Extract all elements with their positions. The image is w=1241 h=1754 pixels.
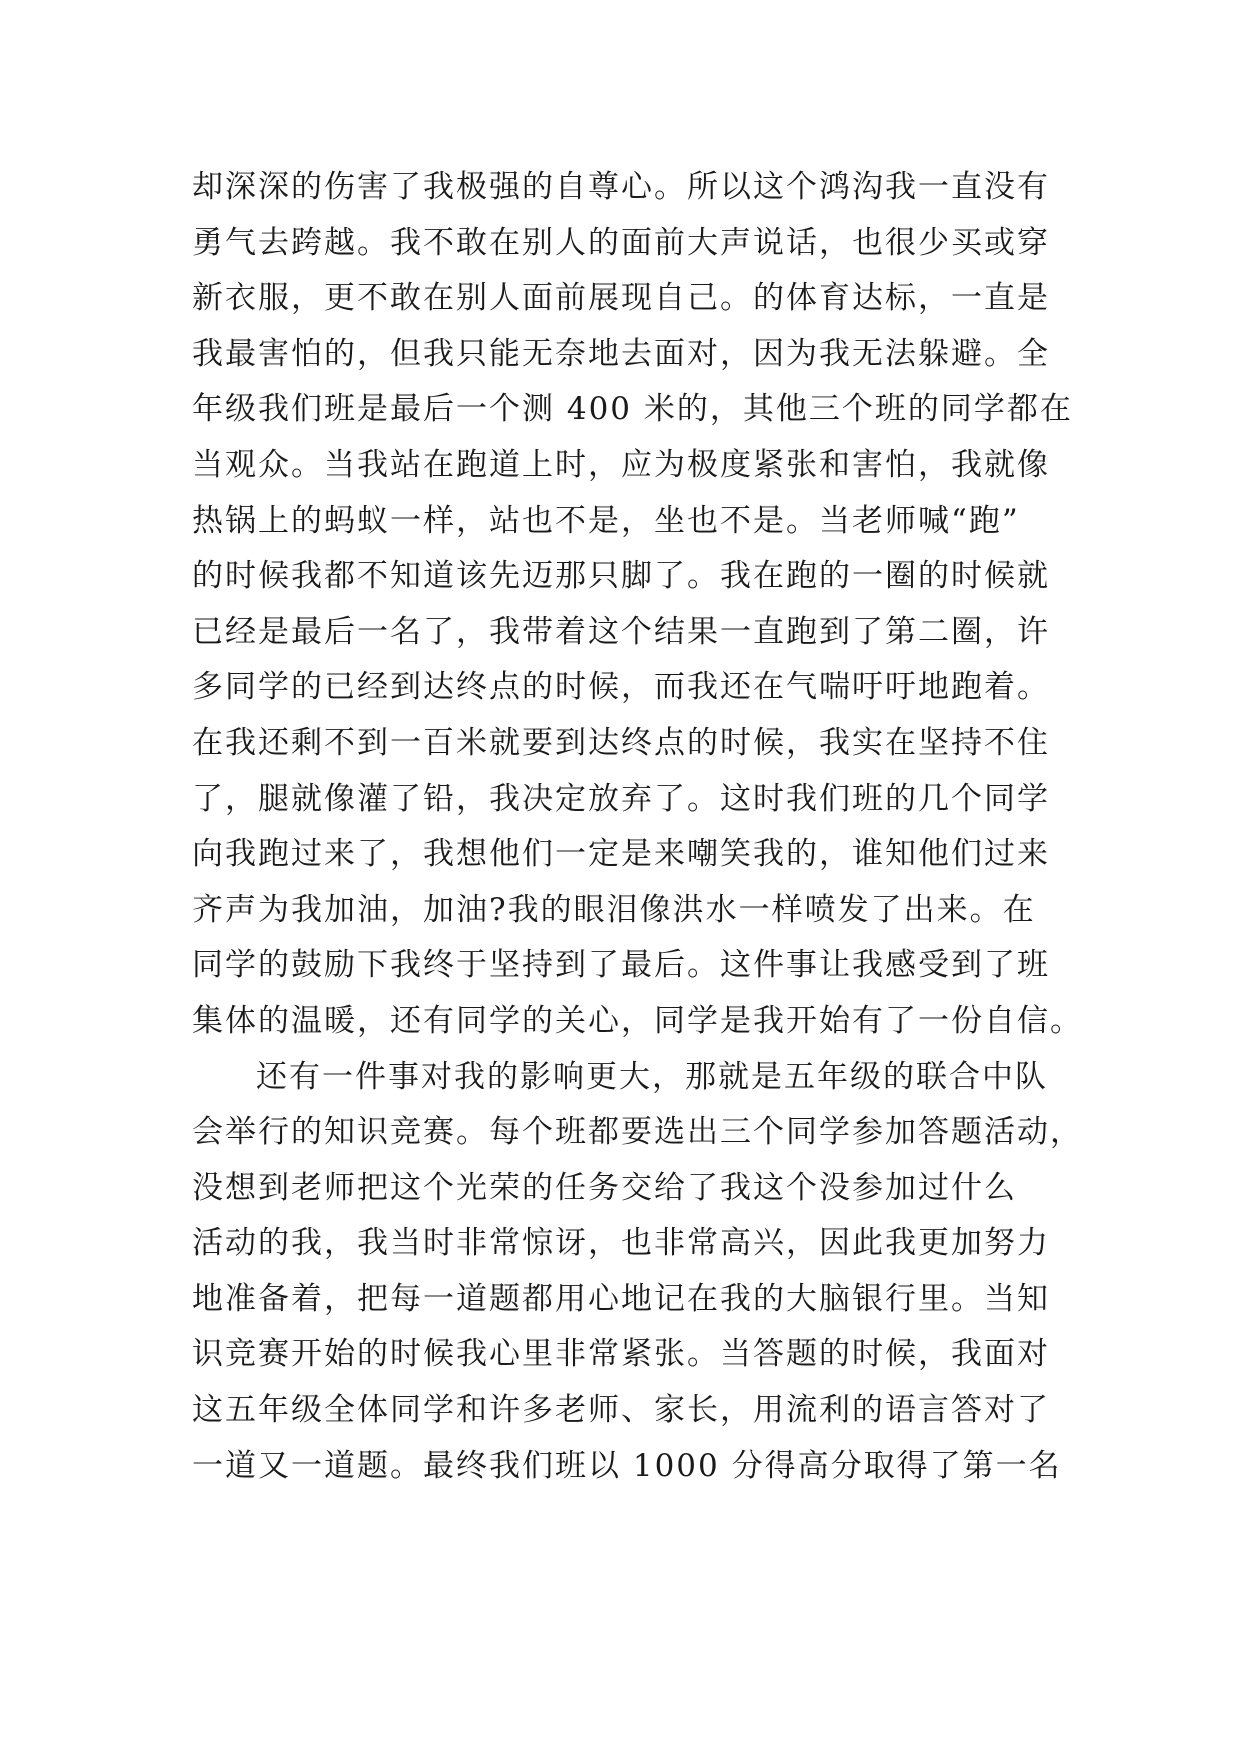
- text-line: 已经是最后一名了，我带着这个结果一直跑到了第二圈，许: [192, 613, 1050, 650]
- text-line: 识竞赛开始的时候我心里非常紧张。当答题的时候，我面对: [192, 1336, 1050, 1373]
- text-line: 会举行的知识竞赛。每个班都要选出三个同学参加答题活动，: [192, 1114, 1083, 1151]
- text-line: 活动的我，我当时非常惊讶，也非常高兴，因此我更加努力: [192, 1225, 1050, 1262]
- paragraph-start-line: 还有一件事对我的影响更大，那就是五年级的联合中队: [256, 1058, 1048, 1095]
- text-line: 的时候我都不知道该先迈那只脚了。我在跑的一圈的时候就: [192, 558, 1050, 595]
- text-line: 新衣服，更不敢在别人面前展现自己。的体育达标，一直是: [192, 280, 1050, 317]
- text-line: 了，腿就像灌了铅，我决定放弃了。这时我们班的几个同学: [192, 780, 1050, 817]
- text-line: 同学的鼓励下我终于坚持到了最后。这件事让我感受到了班: [192, 947, 1050, 984]
- text-line: 这五年级全体同学和许多老师、家长，用流利的语言答对了: [192, 1392, 1050, 1429]
- text-line: 却深深的伤害了我极强的自尊心。所以这个鸿沟我一直没有: [192, 169, 1050, 205]
- text-line: 勇气去跨越。我不敢在别人的面前大声说话，也很少买或穿: [192, 224, 1050, 261]
- text-line: 在我还剩不到一百米就要到达终点的时候，我实在坚持不住: [192, 724, 1050, 761]
- text-line: 多同学的已经到达终点的时候，而我还在气喘吁吁地跑着。: [192, 669, 1050, 706]
- text-line: 向我跑过来了，我想他们一定是来嘲笑我的，谁知他们过来: [192, 836, 1050, 873]
- text-line: 集体的温暖，还有同学的关心，同学是我开始有了一份自信。: [192, 1002, 1083, 1039]
- text-line: 热锅上的蚂蚁一样，站也不是，坐也不是。当老师喊“跑”: [192, 502, 1020, 539]
- text-line: 我最害怕的，但我只能无奈地去面对，因为我无法躲避。全: [192, 335, 1050, 372]
- text-line: 没想到老师把这个光荣的任务交给了我这个没参加过什么: [192, 1169, 1017, 1206]
- text-line: 年级我们班是最后一个测 400 米的，其他三个班的同学都在: [192, 391, 1073, 428]
- text-line: 一道又一道题。最终我们班以 1000 分得高分取得了第一名: [192, 1447, 1062, 1484]
- text-line: 地准备着，把每一道题都用心地记在我的大脑银行里。当知: [192, 1280, 1050, 1317]
- text-line: 当观众。当我站在跑道上时，应为极度紧张和害怕，我就像: [192, 446, 1050, 483]
- body-text: [192, 160, 1083, 1494]
- text-line: 齐声为我加油，加油?我的眼泪像洪水一样喷发了出来。在: [192, 891, 1036, 928]
